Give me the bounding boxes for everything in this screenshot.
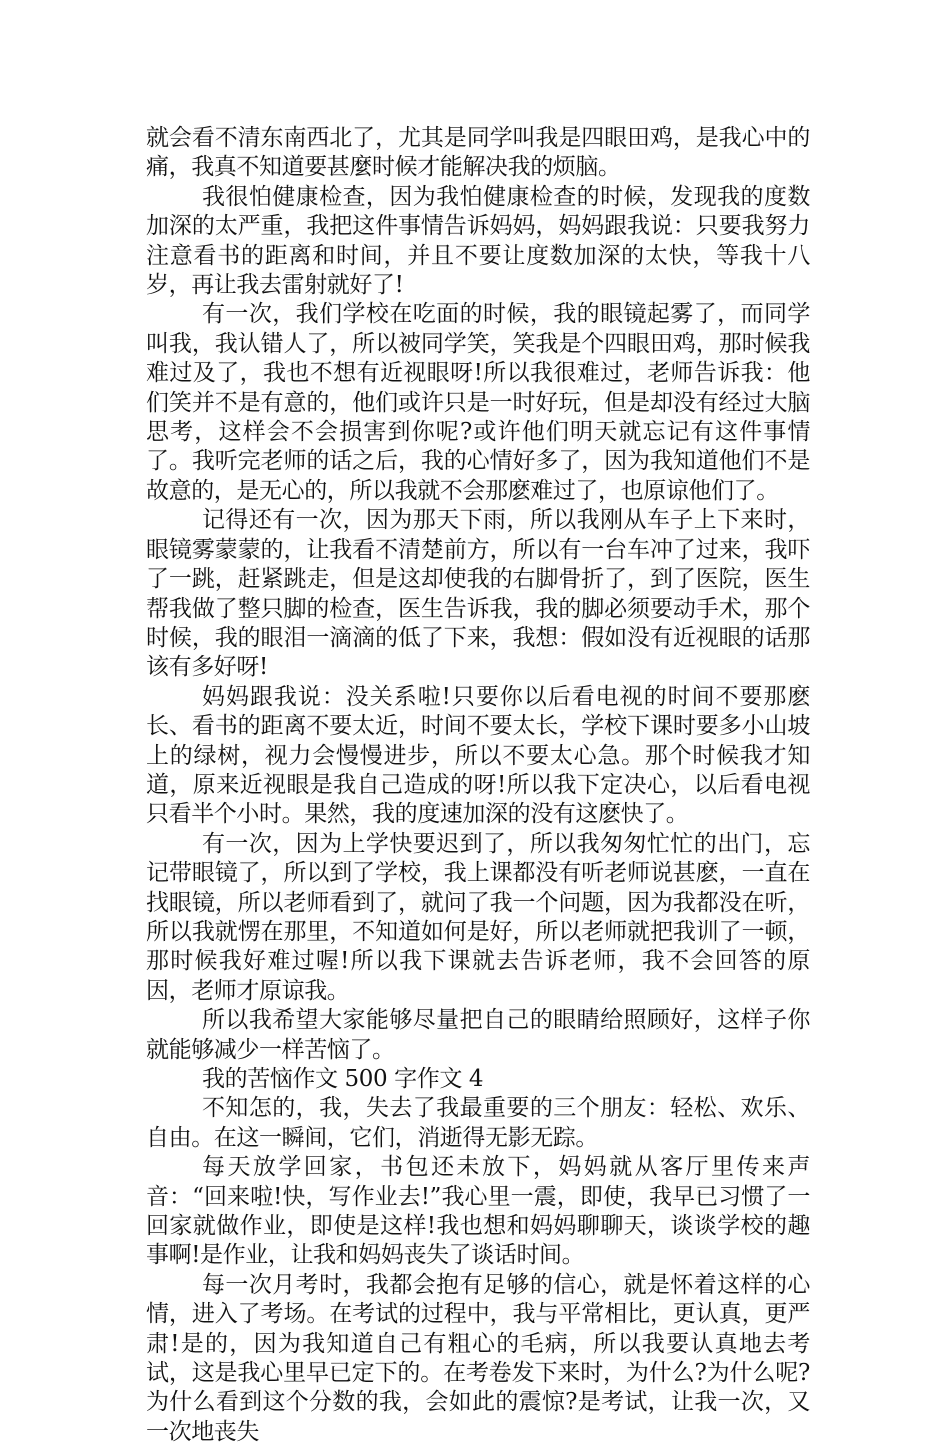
essay-body — [146, 124, 810, 1447]
paragraph-5: 妈妈跟我说：没关系啦!只要你以后看电视的时间不要那麽长、看书的距离不要太近，时间不要太长，学校下课时要多小山坡上的绿树，视力会慢慢进步，所以不要太心急。那个时候我才知道，原来近视眼是我自己造成的呀!所以我下定决心，以后看电视只看半个小时。果然，我的度速加深的没有这麽快了。 — [146, 683, 810, 828]
paragraph-10: 每一次月考时，我都会抱有足够的信心，就是怀着这样的心情，进入了考场。在考试的过程中，我与平常相比，更认真，更严肃!是的，因为我知道自己有粗心的毛病，所以我要认真地去考试，这是我心里早已定下的。在考卷发下来时，为什么?为什么呢?为什么看到这个分数的我，会如此的震惊?是考试，让我一次，又一次地丧失 — [146, 1271, 810, 1445]
paragraph-9: 每天放学回家，书包还未放下，妈妈就从客厅里传来声音：“回来啦!快，写作业去!”我心里一震，即使，我早已习惯了一回家就做作业，即使是这样!我也想和妈妈聊聊天，谈谈学校的趣事啊!是作业，让我和妈妈丧失了谈话时间。 — [146, 1154, 810, 1269]
paragraph-8: 不知怎的，我，失去了我最重要的三个朋友：轻松、欢乐、自由。在这一瞬间，它们，消逝得无影无踪。 — [146, 1095, 810, 1151]
paragraph-4: 记得还有一次，因为那天下雨，所以我刚从车子上下来时，眼镜雾蒙蒙的，让我看不清楚前方，所以有一台车冲了过来，我吓了一跳，赶紧跳走，但是这却使我的右脚骨折了，到了医院，医生帮我做了整只脚的检查，医生告诉我，我的脚必须要动手术，那个时候，我的眼泪一滴滴的低了下来，我想：假如没有近视眼的话那该有多好呀! — [146, 507, 810, 681]
essay-heading: 我的苦恼作文 500 字作文 4 — [202, 1066, 484, 1092]
paragraph-6: 有一次，因为上学快要迟到了，所以我匆匆忙忙的出门，忘记带眼镜了，所以到了学校，我上课都没有听老师说甚麽，一直在找眼镜，所以老师看到了，就问了我一个问题，因为我都没在听，所以我就愣在那里，不知道如何是好，所以老师就把我训了一顿，那时候我好难过喔!所以我下课就去告诉老师，我不会回答的原因，老师才原谅我。 — [146, 830, 810, 1004]
paragraph-2: 我很怕健康检查，因为我怕健康检查的时候，发现我的度数加深的太严重，我把这件事情告诉妈妈，妈妈跟我说：只要我努力注意看书的距离和时间，并且不要让度数加深的太快，等我十八岁，再让我去雷射就好了! — [146, 183, 810, 299]
paragraph-1: 就会看不清东南西北了，尤其是同学叫我是四眼田鸡，是我心中的痛，我真不知道要甚麼时候才能解决我的烦脑。 — [146, 125, 810, 181]
paragraph-7: 所以我希望大家能够尽量把自己的眼睛给照顾好，这样子你就能够减少一样苦恼了。 — [146, 1007, 810, 1063]
paragraph-3: 有一次，我们学校在吃面的时候，我的眼镜起雾了，而同学叫我，我认错人了，所以被同学笑，笑我是个四眼田鸡，那时候我难过及了，我也不想有近视眼呀!所以我很难过，老师告诉我：他们笑并不是有意的，他们或许只是一时好玩，但是却没有经过大脑思考，这样会不会损害到你呢?或许他们明天就忘记有这件事情了。我听完老师的话之后，我的心情好多了，因为我知道他们不是故意的，是无心的，所以我就不会那麽难过了，也原谅他们了。 — [146, 301, 810, 504]
